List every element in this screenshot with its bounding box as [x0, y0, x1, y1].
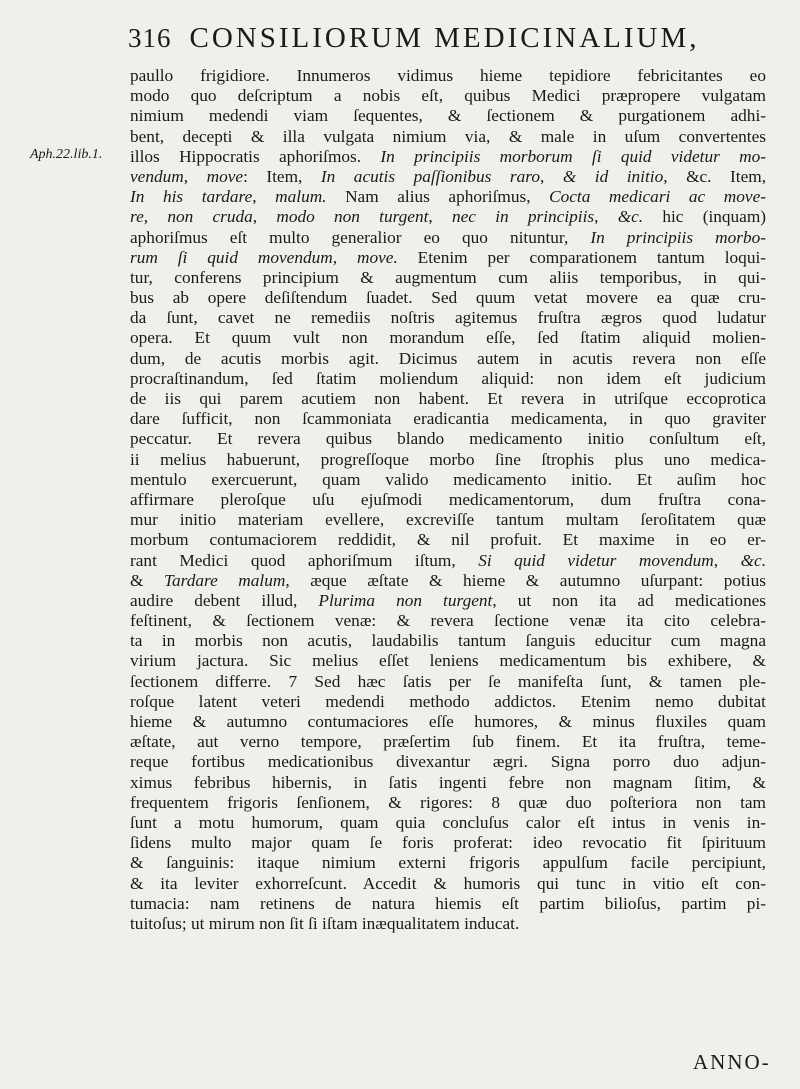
- text-line: rant Medici quod aphoriſmum iſtum, Si quid videtur movendum, &c.: [130, 550, 766, 570]
- text-line: roſque latent veteri medendi methodo addictos. Etenim nemo dubitat: [130, 691, 766, 711]
- text-line: ximus febribus hibernis, in ſatis ingenti febre non magnam ſitim, &: [130, 772, 766, 792]
- text-line: & ſanguinis: itaque nimium externi frigoris appulſum facile percipiunt,: [130, 853, 766, 873]
- text-line: ta in morbis non acutis, laudabilis tantum ſanguis educitur cum magna: [130, 631, 766, 651]
- text-line: feſtinent, & ſectionem venæ: & revera ſectione venæ ita cito celebra-: [130, 611, 766, 631]
- text-line: nimium medendi viam ſequentes, & ſectionem & purgationem adhi-: [130, 106, 766, 126]
- text-line: tuitoſus; ut mirum non ſit ſi iſtam inæqualitatem inducat.: [130, 913, 520, 933]
- running-title: CONSILIORUM MEDICINALIUM,: [189, 22, 700, 54]
- text-line: tumacia: nam retinens de natura hiemis eſt partim bilioſus, partim pi-: [130, 893, 766, 913]
- text-line: affirmare pleroſque uſu ejuſmodi medicamentorum, dum fruſtra cona-: [130, 489, 766, 509]
- text-line: modo quo deſcriptum a nobis eſt, quibus Medici præpropere vulgatam: [130, 86, 766, 106]
- text-line: aphoriſmus eſt multo generalior eo quo nituntur, In principiis morbo-: [130, 227, 766, 247]
- text-line: ſectionem differre. 7 Sed hæc ſatis per ſe manifeſta ſunt, & tamen ple-: [130, 671, 766, 691]
- text-line: rum ſi quid movendum, move. Etenim per comparationem tantum loqui-: [130, 247, 766, 267]
- text-line: & ita leviter exhorreſcunt. Accedit & humoris qui tunc in vitio eſt con-: [130, 873, 766, 893]
- text-line: ii melius habuerunt, progreſſoque morbo ſine ſtrophis plus uno medica-: [130, 449, 766, 469]
- text-line: æſtate, aut verno tempore, præſertim ſub finem. Et ita fruſtra, teme-: [130, 732, 766, 752]
- catchword: ANNO-: [693, 1050, 771, 1074]
- text-line: morbum contumaciorem reddidit, & nil profuit. Et maxime in eo er-: [130, 530, 766, 550]
- page-number: 316: [128, 23, 172, 53]
- text-line: tur, conferens principium & augmentum cum aliis temporibus, in qui-: [130, 267, 766, 287]
- text-line: procraſtinandum, ſed ſtatim moliendum aliquid: non idem eſt judicium: [130, 368, 766, 388]
- text-line: bus ab opere deſiſtendum ſuadet. Sed quum vetat movere ea quæ cru-: [130, 288, 766, 308]
- text-line: re, non cruda, modo non turgent, nec in principiis, &c. hic (inquam): [130, 207, 766, 227]
- text-line: In his tardare, malum. Nam alius aphoriſmus, Cocta medicari ac move-: [130, 187, 766, 207]
- text-line: dum, de acutis morbis agit. Dicimus autem in acutis revera non eſſe: [130, 348, 766, 368]
- text-line: peccatur. Et revera quibus blando medicamento initio conſultum eſt,: [130, 429, 766, 449]
- text-line: illos Hippocratis aphoriſmos. In principiis morborum ſi quid videtur mo-: [130, 146, 766, 166]
- text-line: ſunt a motu humorum, quam quia concluſus calor eſt intus in venis in-: [130, 812, 766, 832]
- text-line: reque fortibus medicationibus divexantur ægri. Signa porro duo adjun-: [130, 752, 766, 772]
- text-line: dare ſufficit, non ſcammoniata eradicantia medicamenta, in quo graviter: [130, 409, 766, 429]
- text-line: audire debent illud, Plurima non turgent, ut non ita ad medicationes: [130, 590, 766, 610]
- text-line: hieme & autumno contumaciores eſſe humores, & minus fluxiles quam: [130, 712, 766, 731]
- text-line: & Tardare malum, æque æſtate & hieme & autumno uſurpant: potius: [130, 570, 766, 590]
- text-line: da ſunt, cavet ne remediis noſtris agitemus fruſtra ægros quod ludatur: [130, 308, 766, 328]
- text-line: virium jactura. Sic melius eſſet leniens medicamentum bis exhibere, &: [130, 651, 766, 671]
- text-line: mentulo exercuerunt, quam valido medicamento initio. Et auſim hoc: [130, 469, 766, 489]
- margin-note: Aph.22.lib.1.: [30, 147, 103, 162]
- body-text: [130, 66, 766, 934]
- text-line: vendum, move: Item, In acutis paſſionibus raro, & id initio, &c. Item,: [130, 166, 766, 186]
- text-line: ſidens multo major quam ſe foris proferat: ideo revocatio fit ſpirituum: [130, 833, 766, 853]
- text-line: mur initio materiam evellere, excreviſſe tantum multam ſeroſitatem quæ: [130, 510, 766, 530]
- text-line: opera. Et quum vult non morandum eſſe, ſed ſtatim aliquid molien-: [130, 328, 766, 348]
- text-line: frequentem frigoris ſenſionem, & rigores: 8 quæ duo poſteriora non tam: [130, 792, 766, 812]
- text-line: paullo frigidiore. Innumeros vidimus hieme tepidiore febricitantes eo: [130, 66, 766, 85]
- page-header: [128, 22, 768, 62]
- text-line: bent, decepti & illa vulgata nimium via, & male in uſum convertentes: [130, 126, 766, 146]
- text-line: de iis qui parem acutiem non habent. Et revera in utriſque eccoprotica: [130, 389, 766, 408]
